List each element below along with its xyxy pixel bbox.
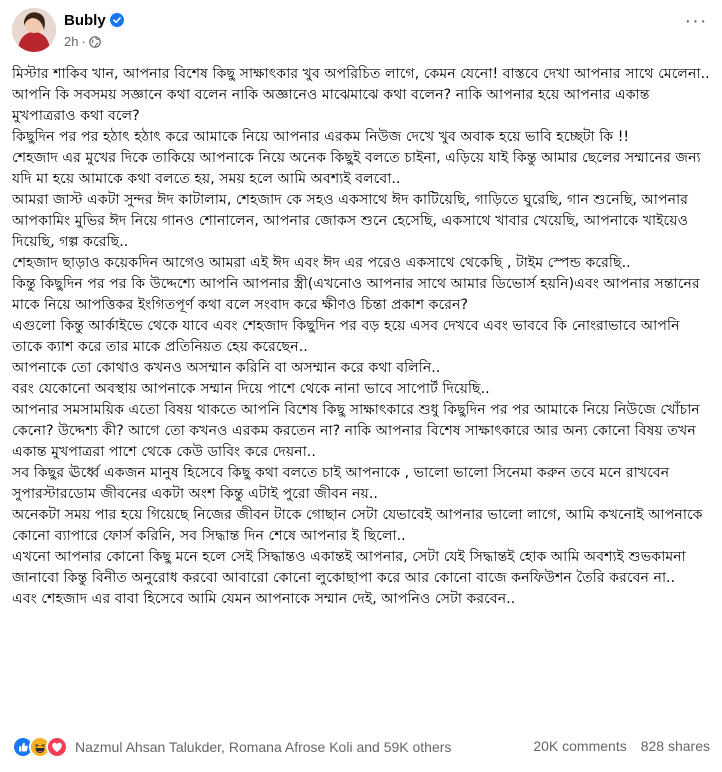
post-paragraph: আমরা জাস্ট একটা সুন্দর ঈদ কাটালাম, শেহজাদ কে সহও একসাথে ঈদ কাটিয়েছি, গাড়িতে ঘুরেছি, গান শুনেছি, আপনার আপকামিং মুভির ঈদ নিয়ে গানও শোনালেন, আপনার জোকস শুনে হেসেছি, একসাথে খাবার খেয়েছি, আপনাকে খাইয়েও দিয়েছি, গল্প করেছি.. bbox=[12, 192, 689, 250]
author-avatar[interactable] bbox=[12, 8, 56, 52]
avatar-image bbox=[12, 8, 56, 52]
post-paragraph: কিন্তু কিছুদিন পর পর কি উদ্দেশ্যে আপনি আপনার স্ত্রী(এখনোও আপনার সাথে আমার ডিভোর্স হয়নি)এবং আপনার সন্তানের মাকে নিয়ে আপত্তিকর ইংগিতপূর্ণ কথা বলে সংবাদ করে ক্ষীণও চিন্তা প্রকাশ করেন? bbox=[12, 276, 700, 313]
post-paragraph: আপনাকে তো কোথাও কখনও অসম্মান করিনি বা অসম্মান করে কথা বলিনি.. bbox=[12, 360, 441, 376]
comments-count[interactable]: 20K comments bbox=[533, 738, 627, 754]
verified-badge-icon bbox=[110, 13, 124, 27]
post-paragraph: বরং যেকোনো অবস্থায় আপনাকে সম্মান দিয়ে পাশে থেকে নানা ভাবে সাপোর্ট দিয়েছি.. bbox=[12, 381, 490, 397]
post-paragraph: কিছুদিন পর পর হঠাৎ হঠাৎ করে আমাকে নিয়ে আপনার এরকম নিউজ দেখে খুব অবাক হয়ে ভাবি হচ্ছেটা কি !! bbox=[12, 129, 630, 145]
engagement-counts bbox=[533, 738, 710, 754]
love-icon[interactable] bbox=[46, 736, 68, 758]
post-time[interactable]: 2h bbox=[64, 34, 79, 49]
post-paragraph: সব কিছুর ঊর্ধ্বে একজন মানুষ হিসেবে কিছু কথা বলতে চাই আপনাকে , ভালো ভালো সিনেমা করুন তবে মনে রাখবেন সুপারস্টারডোম জীবনের একটা অংশ কিন্তু এটাই পুরো জীবন নয়.. bbox=[12, 465, 670, 502]
post-paragraph: শেহজাদ ছাড়াও কয়েকদিন আগেও আমরা এই ঈদ এবং ঈদ এর পরেও একসাথে থেকেছি , টাইম স্পেন্ড করেছি.. bbox=[12, 255, 631, 271]
post-paragraph: অনেকটা সময় পার হয়ে গিয়েছে নিজের জীবন টাকে গোছান সেটা যেভাবেই আপনার ভালো লাগে, আমি কখনোই আপনাকে কোনো ব্যাপারে ফোর্স করিনি, সব সিদ্ধান্ত দিন শেষে আপনার ই ছিলো.. bbox=[12, 507, 703, 544]
post-body bbox=[12, 64, 710, 610]
post-paragraph: এখনো আপনার কোনো কিছু মনে হলে সেই সিদ্ধান্তও একান্তই আপনার, সেটা যেই সিদ্ধান্তই হোক আমি অবশ্যই শুভকামনা জানাবো কিন্তু বিনীত অনুরোধ করবো আবারো কোনো লুকোছাপা করে আর কোনো বাজে কনফিউশন তৈরি করবেন না.. bbox=[12, 549, 686, 586]
post-paragraph: মিস্টার শাকিব খান, আপনার বিশেষ কিছু সাক্ষাৎকার খুব অপরিচিত লাগে, কেমন যেনো! বাস্তবে দেখা আপনার সাথে মেলেনা.. bbox=[12, 66, 710, 82]
reactions-summary[interactable] bbox=[12, 736, 451, 758]
post-paragraph: আপনার সমসাময়িক এতো বিষয় থাকতে আপনি বিশেষ কিছু সাক্ষাৎকারে শুধু কিছুদিন পর পর আমাকে নিয়ে নিউজে খোঁচান কেনো? উদ্দেশ্য কী? আগে তো কখনও এরকম করতেন না? নাকি আপনার বিশেষ সাক্ষাৎকারে আর অন্য কোনো বিষয় তখন একান্ত মুখপাত্ররা পাশে থেকে কেউ ডাবিং করে দেয়না.. bbox=[12, 402, 700, 460]
globe-icon[interactable] bbox=[89, 36, 101, 48]
post-paragraph: আপনি কি সবসময় সজ্ঞানে কথা বলেন নাকি অজ্ঞানেও মাঝেমাঝে কথা বলেন? নাকি আপনার হয়ে আপনার একান্ত মুখপাত্ররাও কথা বলে? bbox=[12, 87, 650, 124]
author-name-row bbox=[64, 12, 124, 29]
post-paragraph: শেহজাদ এর মুখের দিকে তাকিয়ে আপনাকে নিয়ে অনেক কিছুই বলতে চাইনা, এড়িয়ে যাই কিন্তু আমার ছেলের সম্মানের জন্য যদি মা হয়ে আমাকে কথা বলতে হয়, সময় হলে আমি অবশ্যই বলবো.. bbox=[12, 150, 701, 187]
reactors-text[interactable]: Nazmul Ahsan Talukder, Romana Afrose Koli and 59K others bbox=[75, 739, 452, 755]
post-paragraph: এবং শেহজাদ এর বাবা হিসেবে আমি যেমন আপনাকে সম্মান দেই, আপনিও সেটা করবেন.. bbox=[12, 591, 516, 607]
meta-separator: · bbox=[81, 34, 86, 49]
more-options-button[interactable]: ··· bbox=[684, 10, 708, 32]
author-name[interactable]: Bubly bbox=[64, 12, 106, 29]
post-header bbox=[12, 8, 710, 56]
shares-count[interactable]: 828 shares bbox=[640, 738, 710, 754]
post-meta bbox=[64, 34, 101, 49]
post-footer bbox=[12, 736, 710, 758]
post-paragraph: এগুলো কিন্তু আর্কাইভে থেকে যাবে এবং শেহজাদ কিছুদিন পর বড় হয়ে এসব দেখবে এবং ভাববে কি নোংরাভাবে আপনি তাকে ক্যাশ করে তার মাকে প্রতিনিয়ত হেয় করেছেন.. bbox=[12, 318, 680, 355]
